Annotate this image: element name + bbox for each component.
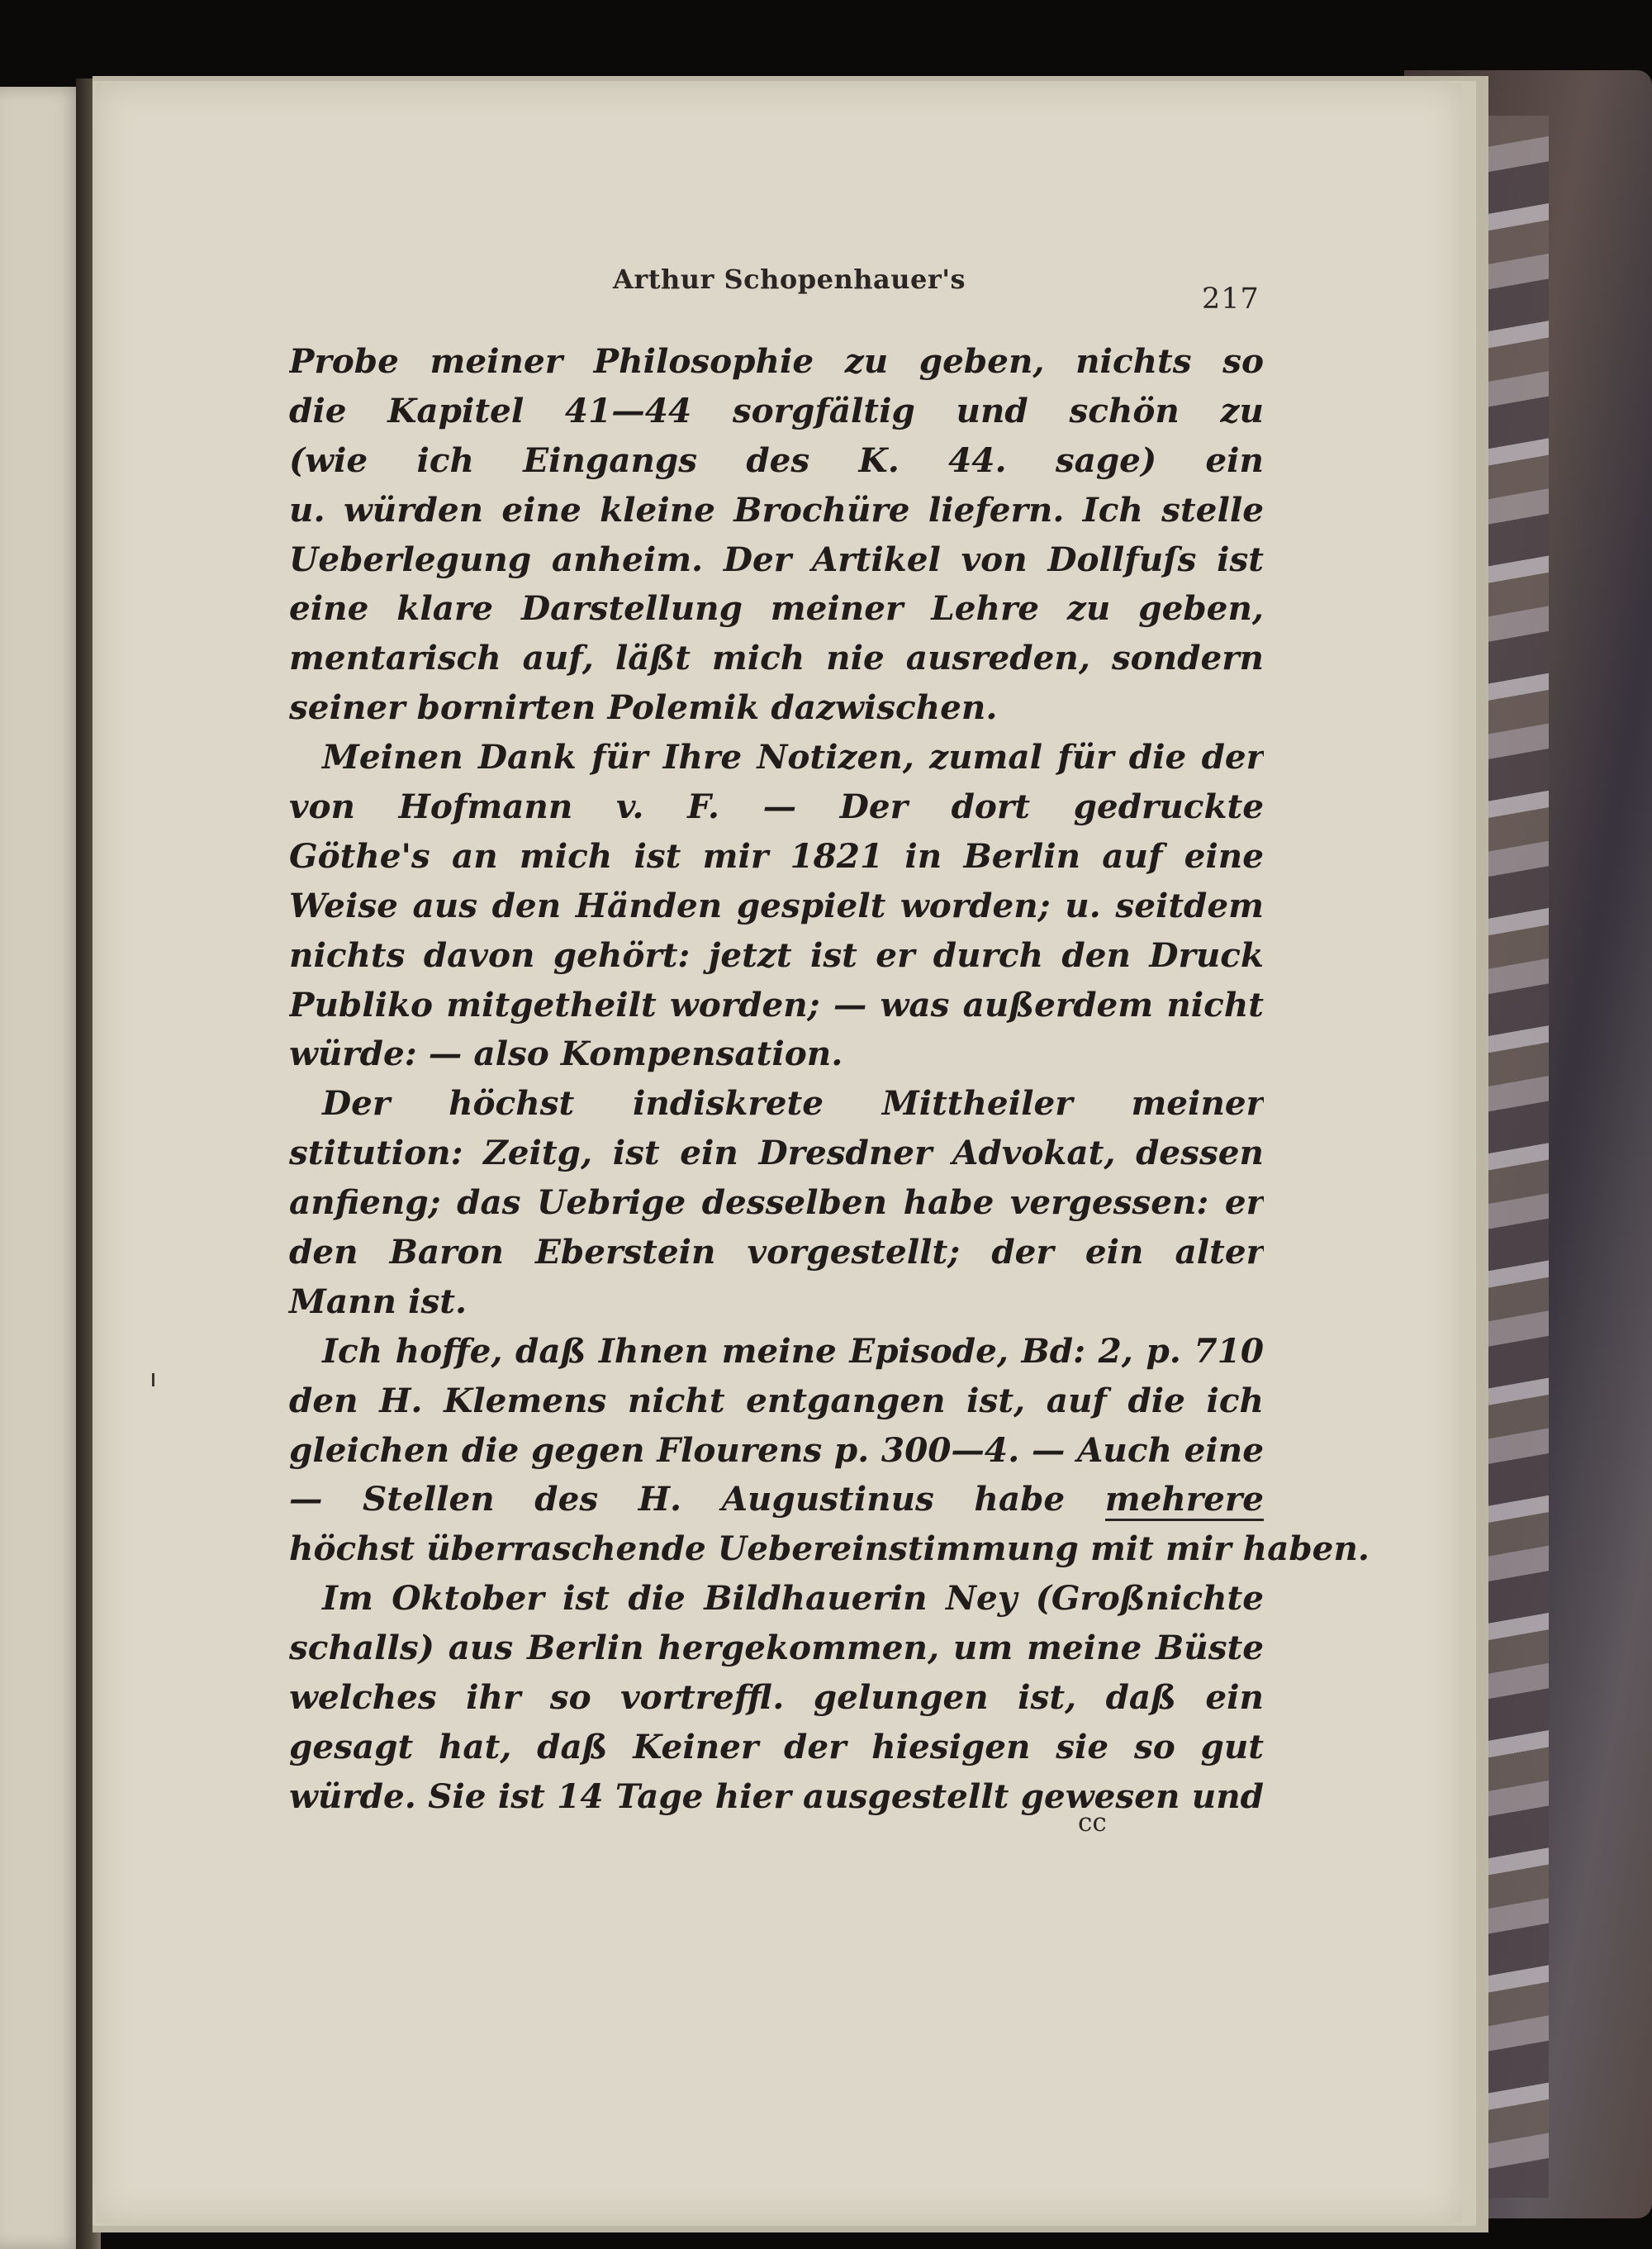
previous-page-edge: [0, 87, 85, 2249]
page-number: 217: [1202, 283, 1260, 316]
text-line: Publiko mitgetheilt worden; — was außerdem nicht: [289, 984, 1264, 1025]
text-line: gesagt hat, daß Keiner der hiesigen sie so gut: [289, 1726, 1264, 1766]
text-line: schalls) aus Berlin hergekommen, um meine Büste: [289, 1628, 1264, 1668]
text-line: höchst überraschende Uebereinstimmung mit mir haben.: [289, 1529, 1370, 1569]
text-line: u. würden eine kleine Brochüre liefern. Ich stelle: [289, 489, 1264, 530]
text-line: Ueberlegung anheim. Der Artikel von Dollfuſs ist: [289, 539, 1264, 579]
underlined-word: mehrere: [1105, 1479, 1264, 1521]
text-line: Ich hoffe, daß Ihnen meine Episode, Bd: 2, p. 710: [322, 1330, 1264, 1371]
text-line: den Baron Eberstein vorgestellt; der ein alter: [289, 1232, 1264, 1272]
text-line: mentarisch auf, läßt mich nie ausreden, sondern: [289, 638, 1264, 678]
text-line: Der höchst indiskrete Mittheiler meiner: [322, 1083, 1264, 1124]
text-line: anfieng; das Uebrige desselben habe vergessen: er: [289, 1182, 1264, 1223]
running-head: Arthur Schopenhauer's: [613, 264, 966, 295]
text-line: Göthe's an mich ist mir 1821 in Berlin auf eine: [289, 835, 1264, 876]
text-line: den H. Klemens nicht entgangen ist, auf die ich: [289, 1380, 1264, 1420]
text-line: seiner bornirten Polemik dazwischen.: [289, 687, 998, 728]
text-line: würde: — also Kompensation.: [289, 1034, 843, 1074]
text-line: nichts davon gehört: jetzt ist er durch den Druck: [289, 934, 1264, 975]
letter-body: [289, 337, 1370, 1822]
text-line: eine klare Darstellung meiner Lehre zu geben,: [289, 588, 1264, 629]
text-line: würde. Sie ist 14 Tage hier ausgestellt gewesen und: [289, 1776, 1264, 1816]
text-line: welches ihr so vortreffl. gelungen ist, daß ein: [289, 1677, 1264, 1718]
text-line: von Hofmann v. F. — Der dort gedruckte: [289, 787, 1264, 827]
text-line: Im Oktober ist die Bildhauerin Ney (Großnichte: [322, 1578, 1264, 1619]
signature-mark: cc: [1078, 1808, 1107, 1838]
text-line: Meinen Dank für Ihre Notizen, zumal für die der: [322, 737, 1264, 777]
text-line: die Kapitel 41—44 sorgfältig und schön zu: [289, 390, 1264, 430]
text-line: gleichen die gegen Flourens p. 300—4. — Auch eine: [289, 1429, 1264, 1470]
text-line: Probe meiner Philosophie zu geben, nichts so: [289, 341, 1264, 381]
text-line: (wie ich Eingangs des K. 44. sage) ein: [289, 440, 1264, 480]
margin-mark: [152, 1373, 154, 1386]
text-line: stitution: Zeitg, ist ein Dresdner Advokat, dessen: [289, 1133, 1264, 1173]
text-line-with-underline: [289, 1475, 1264, 1524]
text-segment: — Stellen des H. Augustinus habe: [289, 1479, 1066, 1519]
text-line: Mann ist.: [289, 1281, 468, 1321]
text-line: Weise aus den Händen gespielt worden; u. seitdem: [289, 885, 1264, 925]
